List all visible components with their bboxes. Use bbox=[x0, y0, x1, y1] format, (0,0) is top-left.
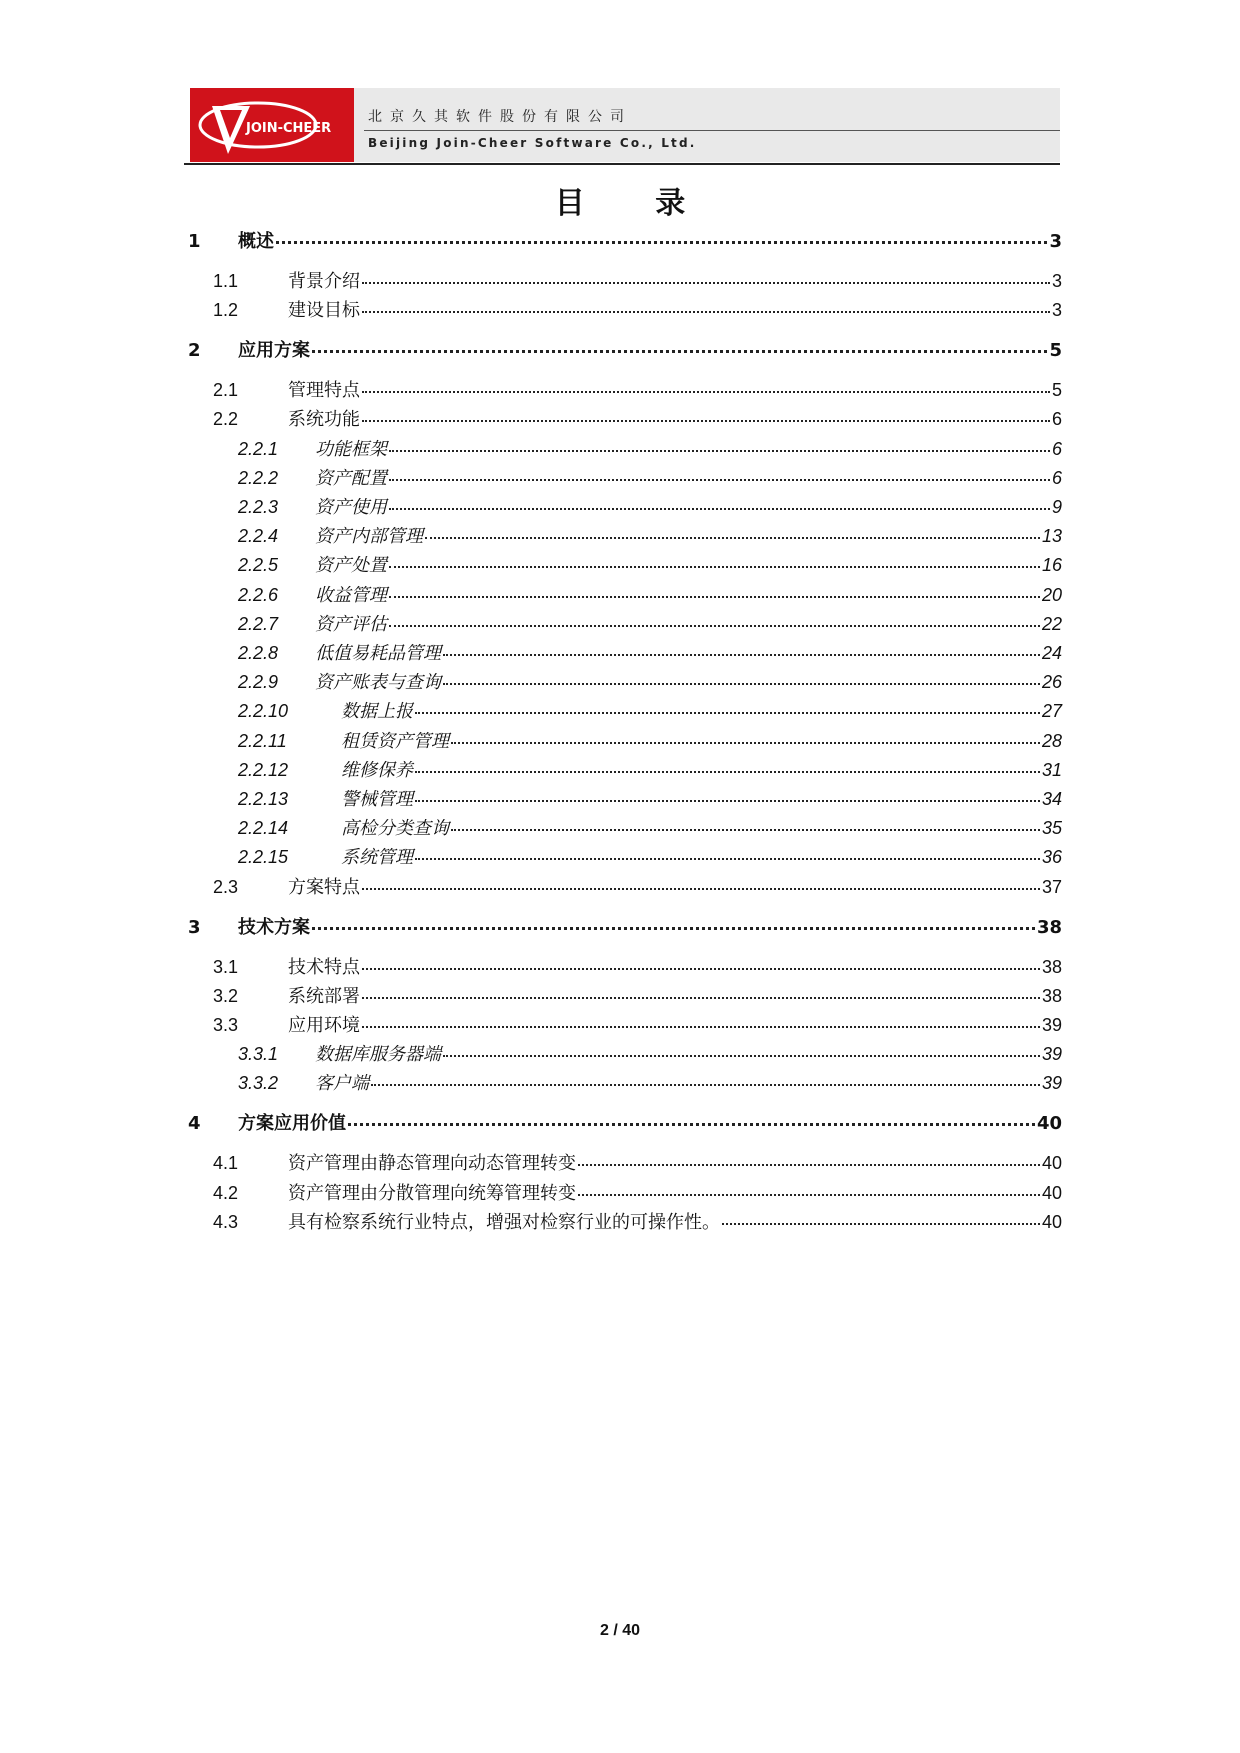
toc-entry[interactable] bbox=[238, 522, 1062, 548]
page-header bbox=[190, 88, 1060, 164]
toc-dot-leader bbox=[389, 566, 1040, 568]
toc-dot-leader bbox=[578, 1194, 1040, 1196]
toc-dot-leader bbox=[362, 311, 1050, 313]
toc-entry-title: 概述 bbox=[238, 231, 274, 252]
toc-entry[interactable] bbox=[238, 1069, 1062, 1095]
toc-entry-number: 2.2.2 bbox=[238, 467, 279, 488]
toc-dot-leader bbox=[389, 596, 1040, 598]
toc-entry-number: 1.1 bbox=[213, 271, 239, 291]
logo-text: JOIN-CHEER bbox=[246, 121, 332, 136]
toc-entry-page: 5 bbox=[1051, 380, 1062, 401]
toc-dot-leader bbox=[443, 654, 1040, 656]
toc-entry-title: 方案应用价值 bbox=[238, 1113, 346, 1135]
toc-entry-page: 38 bbox=[1036, 916, 1062, 938]
toc-entry-title: 资产配置 bbox=[315, 467, 387, 489]
toc-dot-leader bbox=[348, 1123, 1035, 1126]
toc-entry-number: 2.2.5 bbox=[238, 555, 279, 576]
toc-entry-title: 建设目标 bbox=[288, 300, 360, 322]
toc-entry-number: 4.1 bbox=[213, 1153, 239, 1174]
toc-entry-page: 6 bbox=[1051, 438, 1062, 459]
toc-entry[interactable] bbox=[213, 873, 1062, 899]
toc-entry-title: 警械管理 bbox=[341, 789, 413, 810]
toc-entry-title: 资产管理由分散管理向统筹管理转变 bbox=[288, 1182, 576, 1204]
toc-entry-number: 2.2.11 bbox=[238, 730, 287, 751]
toc-entry-page: 38 bbox=[1041, 956, 1062, 977]
toc-entry-number: 2 bbox=[188, 340, 201, 362]
toc-entry-page: 35 bbox=[1041, 818, 1062, 839]
company-name-en: Beijing Join-Cheer Software Co., Ltd. bbox=[368, 136, 697, 150]
toc-entry-page: 34 bbox=[1041, 789, 1062, 809]
toc-entry-number: 2.2.10 bbox=[238, 701, 289, 722]
toc-entry[interactable] bbox=[238, 814, 1062, 840]
toc-dot-leader bbox=[451, 742, 1040, 744]
toc-entry-number: 2.2.15 bbox=[238, 847, 289, 868]
toc-entry-number: 2.2.13 bbox=[238, 789, 289, 809]
toc-entry[interactable] bbox=[238, 697, 1062, 723]
toc-entry[interactable] bbox=[238, 493, 1062, 519]
toc-entry-number: 3.3.2 bbox=[238, 1073, 279, 1094]
toc-entry-title: 资产使用 bbox=[315, 497, 387, 518]
toc-entry-title: 租赁资产管理 bbox=[341, 730, 449, 752]
toc-entry[interactable] bbox=[238, 727, 1062, 753]
toc-entry-title: 技术方案 bbox=[238, 916, 310, 938]
toc-entry-page: 3 bbox=[1049, 231, 1062, 252]
toc-entry-page: 5 bbox=[1049, 340, 1062, 362]
toc-entry-page: 6 bbox=[1051, 467, 1062, 488]
toc-entry[interactable] bbox=[238, 756, 1062, 782]
toc-entry-title: 系统管理 bbox=[341, 847, 413, 869]
toc-entry-page: 22 bbox=[1041, 613, 1062, 634]
toc-dot-leader bbox=[362, 420, 1050, 422]
toc-entry[interactable] bbox=[238, 785, 1062, 811]
toc-dot-leader bbox=[443, 1055, 1040, 1057]
toc-entry-page: 38 bbox=[1041, 985, 1062, 1006]
toc-entry[interactable] bbox=[238, 610, 1062, 636]
toc-dot-leader bbox=[371, 1084, 1040, 1086]
toc-dot-leader bbox=[722, 1223, 1040, 1225]
toc-entry-page: 37 bbox=[1041, 876, 1062, 897]
toc-entry-title: 数据上报 bbox=[341, 701, 413, 723]
toc-entry-number: 2.2.4 bbox=[238, 526, 279, 547]
company-name-cn: 北京久其软件股份有限公司 bbox=[368, 109, 632, 125]
toc-entry[interactable] bbox=[188, 227, 1062, 253]
toc-entry-number: 2.2.7 bbox=[238, 613, 279, 634]
page-title: 目 录 bbox=[554, 186, 716, 221]
toc-entry-title: 低值易耗品管理 bbox=[315, 643, 441, 664]
toc-entry-title: 资产管理由静态管理向动态管理转变 bbox=[288, 1153, 576, 1175]
toc-entry-title: 功能框架 bbox=[315, 438, 387, 460]
toc-entry-number: 3 bbox=[188, 916, 201, 938]
toc-entry-number: 1.2 bbox=[213, 300, 239, 321]
toc-entry-title: 技术特点 bbox=[288, 956, 360, 978]
toc-entry[interactable] bbox=[238, 843, 1062, 869]
toc-entry-title: 应用环境 bbox=[288, 1015, 360, 1036]
toc-entry[interactable] bbox=[238, 668, 1062, 694]
toc-entry-title: 资产账表与查询 bbox=[315, 672, 441, 694]
toc-dot-leader bbox=[362, 1026, 1040, 1028]
toc-dot-leader bbox=[312, 350, 1047, 353]
toc-entry-title: 系统部署 bbox=[288, 985, 360, 1007]
toc-entry-title: 系统功能 bbox=[288, 409, 360, 431]
toc-entry-number: 2.1 bbox=[213, 380, 239, 401]
toc-dot-leader bbox=[362, 888, 1040, 890]
toc-entry[interactable] bbox=[238, 435, 1062, 461]
toc-dot-leader bbox=[389, 508, 1050, 510]
toc-entry-page: 40 bbox=[1041, 1153, 1062, 1174]
toc-entry-page: 28 bbox=[1041, 730, 1062, 751]
toc-dot-leader bbox=[415, 712, 1040, 714]
toc-dot-leader bbox=[276, 241, 1047, 244]
toc-entry-title: 维修保养 bbox=[341, 759, 413, 781]
toc-entry-page: 16 bbox=[1041, 555, 1062, 576]
toc-dot-leader bbox=[425, 537, 1040, 539]
toc-entry-page: 20 bbox=[1041, 584, 1062, 605]
toc-entry-number: 2.2.3 bbox=[238, 497, 279, 517]
toc-entry-number: 3.3.1 bbox=[238, 1044, 279, 1065]
toc-entry-page: 24 bbox=[1041, 643, 1062, 663]
toc-entry-title: 方案特点 bbox=[288, 876, 360, 898]
toc-dot-leader bbox=[415, 800, 1040, 802]
toc-entry-number: 2.2.14 bbox=[238, 818, 289, 839]
toc-entry[interactable] bbox=[188, 336, 1062, 362]
toc-entry-page: 31 bbox=[1041, 759, 1062, 780]
toc-entry-number: 2.2.6 bbox=[238, 584, 279, 605]
toc-entry-number: 3.3 bbox=[213, 1015, 239, 1035]
toc-entry-title: 收益管理 bbox=[315, 584, 387, 606]
toc-dot-leader bbox=[415, 771, 1040, 773]
toc-entry-page: 39 bbox=[1041, 1073, 1062, 1094]
toc-entry[interactable] bbox=[213, 405, 1062, 431]
toc-entry[interactable] bbox=[213, 1149, 1062, 1175]
toc-entry-page: 13 bbox=[1041, 526, 1062, 547]
toc-dot-leader bbox=[451, 829, 1040, 831]
toc-dot-leader bbox=[362, 968, 1040, 970]
toc-entry-page: 40 bbox=[1036, 1113, 1062, 1135]
toc-dot-leader bbox=[362, 391, 1050, 393]
toc-dot-leader bbox=[415, 858, 1040, 860]
toc-entry-page: 26 bbox=[1041, 672, 1062, 693]
toc-entry-page: 40 bbox=[1041, 1182, 1062, 1203]
toc-entry-number: 2.2.9 bbox=[238, 672, 279, 693]
toc-entry[interactable] bbox=[188, 913, 1062, 939]
toc-entry[interactable] bbox=[213, 296, 1062, 322]
toc-dot-leader bbox=[389, 625, 1040, 627]
toc-entry-page: 6 bbox=[1051, 409, 1062, 430]
toc-entry[interactable] bbox=[238, 581, 1062, 607]
toc-entry-title: 背景介绍 bbox=[288, 271, 360, 292]
toc-entry[interactable] bbox=[213, 267, 1062, 293]
toc-entry-title: 资产处置 bbox=[315, 555, 387, 577]
toc-entry-title: 应用方案 bbox=[238, 340, 310, 362]
toc-dot-leader bbox=[443, 683, 1040, 685]
toc-entry-title: 数据库服务器端 bbox=[315, 1044, 441, 1066]
toc-entry-number: 3.2 bbox=[213, 985, 239, 1006]
toc-entry[interactable] bbox=[188, 1109, 1062, 1135]
toc-entry-number: 2.2.8 bbox=[238, 643, 279, 663]
toc-entry-number: 2.2 bbox=[213, 409, 239, 430]
toc-entry-page: 3 bbox=[1051, 271, 1062, 291]
toc-entry-number: 4 bbox=[188, 1113, 201, 1135]
toc-entry-page: 40 bbox=[1041, 1211, 1062, 1232]
toc-entry-page: 9 bbox=[1051, 497, 1062, 517]
page-number: 2 / 40 bbox=[599, 1622, 641, 1639]
toc-dot-leader bbox=[362, 282, 1050, 284]
toc-entry-title: 高检分类查询 bbox=[341, 818, 449, 840]
toc-dot-leader bbox=[389, 450, 1050, 452]
toc-entry-title: 客户端 bbox=[315, 1073, 369, 1095]
toc-entry[interactable] bbox=[238, 464, 1062, 490]
toc-dot-leader bbox=[389, 479, 1050, 481]
toc-entry-page: 27 bbox=[1041, 701, 1062, 722]
toc-entry[interactable] bbox=[238, 1040, 1062, 1066]
toc-entry[interactable] bbox=[213, 1179, 1062, 1205]
header-divider bbox=[364, 130, 1060, 131]
toc-entry-number: 3.1 bbox=[213, 956, 239, 977]
toc-entry-number: 1 bbox=[188, 231, 201, 252]
toc-entry[interactable] bbox=[238, 639, 1062, 665]
toc-entry[interactable] bbox=[213, 1011, 1062, 1037]
toc-entry[interactable] bbox=[213, 376, 1062, 402]
toc-entry-number: 2.3 bbox=[213, 876, 239, 897]
toc-entry-number: 2.2.12 bbox=[238, 759, 289, 780]
toc-entry-number: 2.2.1 bbox=[238, 438, 279, 459]
toc-entry[interactable] bbox=[213, 1208, 1062, 1234]
toc-entry[interactable] bbox=[238, 551, 1062, 577]
toc-entry-page: 36 bbox=[1041, 847, 1062, 868]
toc-entry[interactable] bbox=[213, 953, 1062, 979]
toc-entry-title: 资产评估 bbox=[315, 613, 387, 635]
company-logo bbox=[190, 88, 354, 162]
toc-dot-leader bbox=[312, 927, 1035, 930]
toc-entry-title: 管理特点 bbox=[288, 380, 360, 402]
toc-entry[interactable] bbox=[213, 982, 1062, 1008]
toc-entry-number: 4.3 bbox=[213, 1211, 239, 1232]
toc-dot-leader bbox=[362, 997, 1040, 999]
toc-entry-page: 3 bbox=[1051, 300, 1062, 321]
toc-entry-number: 4.2 bbox=[213, 1182, 239, 1203]
toc-entry-page: 39 bbox=[1041, 1044, 1062, 1065]
toc-dot-leader bbox=[578, 1164, 1040, 1166]
toc-entry-title: 具有检察系统行业特点，增强对检察行业的可操作性。 bbox=[288, 1211, 720, 1233]
toc-entry-title: 资产内部管理 bbox=[315, 526, 423, 548]
toc-entry-page: 39 bbox=[1041, 1015, 1062, 1035]
header-bottom-rule bbox=[184, 163, 1060, 165]
